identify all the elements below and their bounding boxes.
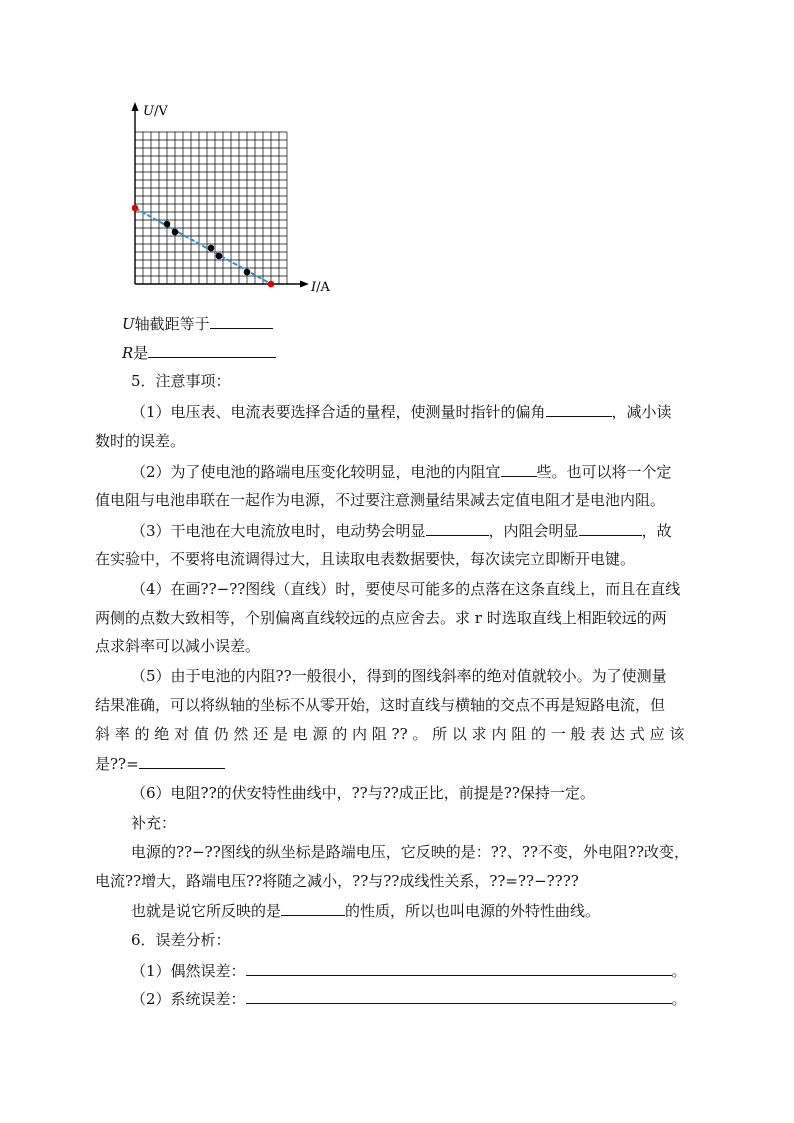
note-5-line-2: 结果准确，可以将纵轴的坐标不从零开始，这时直线与横轴的交点不再是短路电流，但 xyxy=(95,696,666,714)
blank-u-intercept[interactable] xyxy=(210,313,273,329)
data-point xyxy=(208,245,215,252)
note-4-line-3: 点求斜率可以减小误差。 xyxy=(95,637,261,655)
r-text: 是 xyxy=(133,344,149,362)
u-axis-intercept-line xyxy=(122,313,273,334)
i-axis-arrow xyxy=(300,281,309,288)
r-symbol: R xyxy=(122,344,134,362)
data-point xyxy=(216,253,223,260)
blank-resistance-change[interactable] xyxy=(579,520,642,536)
note-3-line-2: 在实验中，不要将电流调得过大，且读取电表数据要快，每次读完立即断开电键。 xyxy=(95,550,636,568)
note-5-line-4: 是??= xyxy=(95,753,225,774)
intercept-point xyxy=(132,205,139,212)
u-intercept-text: 轴截距等于 xyxy=(134,315,210,333)
note-1-line-2: 数时的误差。 xyxy=(95,432,186,450)
note-1-line-1: （1）电压表、电流表要选择合适的量程，使测量时指针的偏角 ，减小读 xyxy=(131,403,672,421)
note-5-line-3: 斜 率 的 绝 对 值 仍 然 还 是 电 源 的 内 阻 ?? 。 所 以 求 内 阻 的 一 般 表 达 式 应 该 xyxy=(95,725,685,743)
fit-line xyxy=(135,208,271,284)
note-3-line-1: （3）干电池在大电流放电时，电动势会明显 ，内阻会明显 ，故 xyxy=(131,522,672,540)
u-i-graph xyxy=(118,98,348,303)
u-axis-arrow xyxy=(132,102,139,111)
data-point xyxy=(164,221,171,228)
blank-systematic-error[interactable] xyxy=(246,988,672,1004)
note-2-line-2: 值电阻与电池串联在一起作为电源，不过要注意测量结果减去定值电阻才是电池内阻。 xyxy=(95,491,666,509)
supplement-title: 补充： xyxy=(131,814,177,832)
supplement-line-3: 也就是说它所反映的是 的性质，所以也叫电源的外特性曲线。 xyxy=(131,902,601,920)
note-6: （6）电阻??的伏安特性曲线中，??与??成正比，前提是??保持一定。 xyxy=(131,784,595,802)
data-point xyxy=(244,269,251,276)
note-2-line-1: （2）为了使电池的路端电压变化较明显，电池的内阻宜 些。也可以将一个定 xyxy=(131,463,672,481)
data-marks xyxy=(132,205,275,288)
blank-random-error[interactable] xyxy=(246,960,672,976)
i-axis-label: I/A xyxy=(311,280,330,295)
blank-emf-change[interactable] xyxy=(426,520,489,536)
random-error-line: （1）偶然误差： 。 xyxy=(131,962,687,980)
note-4-line-1: （4）在画??−??图线（直线）时，要使尽可能多的点落在这条直线上，而且在直线 xyxy=(131,580,681,598)
u-symbol: U xyxy=(122,315,135,333)
intercept-point xyxy=(268,281,275,288)
supplement-line-2: 电流??增大，路端电压??将随之减小，??与??成线性关系，??=??−???? xyxy=(95,872,579,890)
r-line xyxy=(122,342,276,363)
section-6-title: 6．误差分析： xyxy=(131,931,231,949)
supplement-line-1: 电源的??−??图线的纵坐标是路端电压，它反映的是：??、??不变，外电阻??改变， xyxy=(131,843,689,861)
blank-r-expression[interactable] xyxy=(139,753,225,769)
note-5-line-1: （5）由于电池的内阻??一般很小，得到的图线斜率的绝对值就较小。为了使测量 xyxy=(131,667,667,685)
note-4-line-2: 两侧的点数大致相等，个别偏离直线较远的点应舍去。求 r 时选取直线上相距较远的两 xyxy=(95,609,667,627)
section-5-title: 5．注意事项： xyxy=(131,372,231,390)
blank-property[interactable] xyxy=(281,900,345,916)
blank-internal-resistance[interactable] xyxy=(501,461,537,477)
blank-deflection[interactable] xyxy=(546,401,612,417)
blank-r[interactable] xyxy=(148,342,276,358)
grid xyxy=(135,132,287,284)
data-point xyxy=(172,229,179,236)
u-axis-label: U/V xyxy=(143,104,168,119)
systematic-error-line: （2）系统误差： 。 xyxy=(131,990,687,1008)
